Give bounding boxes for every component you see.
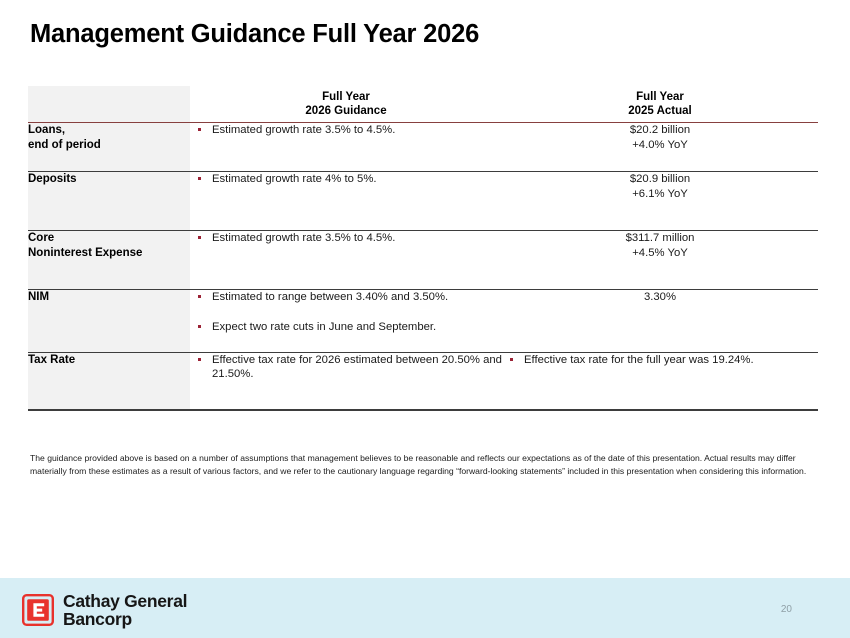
- row-label-line1: NIM: [28, 291, 50, 303]
- bullet-list: [190, 231, 502, 245]
- list-item: Estimated growth rate 3.5% to 4.5%.: [190, 123, 502, 137]
- row-actual-deposits: [502, 172, 818, 231]
- page-number: 20: [780, 604, 792, 615]
- guidance-table-container: [28, 86, 818, 411]
- actual-value-line2: +4.0% YoY: [632, 139, 688, 151]
- list-item: Expect two rate cuts in June and September.: [190, 320, 502, 334]
- row-label-line2: Noninterest Expense: [28, 246, 143, 259]
- actual-value-line1: $311.7 million: [625, 232, 695, 244]
- column-header-actual-line1: Full Year: [636, 91, 684, 103]
- table-header-row: [28, 86, 818, 123]
- table-header: [28, 86, 818, 123]
- row-label-line1: Deposits: [28, 173, 77, 185]
- table-row: [28, 290, 818, 353]
- table-row: [28, 231, 818, 290]
- company-logo-line2: Bancorp: [63, 609, 132, 629]
- column-header-actual: [502, 86, 818, 123]
- row-guidance-nim: [190, 290, 502, 353]
- column-header-guidance: [190, 86, 502, 123]
- row-label-tax-rate: [28, 353, 190, 411]
- company-logo-line1: Cathay General: [63, 591, 188, 611]
- actual-value-line2: +6.1% YoY: [632, 188, 688, 200]
- column-header-label: [28, 86, 190, 123]
- row-actual-loans: [502, 123, 818, 172]
- list-item: Effective tax rate for the full year was 19.24%.: [502, 353, 818, 367]
- table-row: [28, 353, 818, 411]
- list-item: Estimated growth rate 3.5% to 4.5%.: [190, 231, 502, 245]
- list-item: Estimated to range between 3.40% and 3.50%.: [190, 290, 502, 304]
- bullet-list: [190, 123, 502, 137]
- row-label-core-noninterest-expense: [28, 231, 190, 290]
- actual-value-line1: 3.30%: [643, 291, 677, 303]
- row-label-line1: Core: [28, 232, 55, 244]
- row-guidance-loans: [190, 123, 502, 172]
- row-actual-core-noninterest-expense: [502, 231, 818, 290]
- disclaimer-footnote: The guidance provided above is based on a number of assumptions that management believes to be reasonable and reflects our expectations as of the date of this presentation. Actual results may differ materially from these estimates as a result of various factors, and we refer to the cautionary language regarding “forward-looking statements” included in this presentation when considering this information.: [30, 453, 807, 476]
- column-header-actual-line2: 2025 Actual: [628, 105, 692, 117]
- row-label-line2: end of period: [28, 138, 101, 151]
- row-guidance-core-noninterest-expense: [190, 231, 502, 290]
- company-logo: [22, 592, 187, 628]
- actual-value-stack: [502, 172, 818, 202]
- table-row: [28, 172, 818, 231]
- actual-value-line1: $20.9 billion: [629, 173, 691, 185]
- actual-value-stack: [502, 231, 818, 261]
- row-label-line1: Tax Rate: [28, 354, 76, 366]
- bullet-list: [502, 353, 818, 367]
- column-header-guidance-line2: 2026 Guidance: [305, 105, 387, 117]
- table-row: [28, 123, 818, 172]
- table-body: [28, 123, 818, 411]
- row-label-loans: [28, 123, 190, 172]
- bullet-list: [190, 172, 502, 186]
- list-item: Estimated growth rate 4% to 5%.: [190, 172, 502, 186]
- row-label-nim: [28, 290, 190, 353]
- row-actual-tax-rate: [502, 353, 818, 411]
- bullet-list: [190, 353, 502, 381]
- row-label-deposits: [28, 172, 190, 231]
- actual-value-line2: +4.5% YoY: [632, 247, 688, 259]
- guidance-table: [28, 86, 818, 411]
- row-guidance-tax-rate: [190, 353, 502, 411]
- column-header-guidance-line1: Full Year: [322, 91, 370, 103]
- actual-value-stack: [502, 290, 818, 305]
- actual-value-line1: $20.2 billion: [629, 124, 691, 136]
- page-title: Management Guidance Full Year 2026: [30, 20, 480, 48]
- footer-band: [0, 578, 850, 638]
- actual-value-stack: [502, 123, 818, 153]
- row-actual-nim: [502, 290, 818, 353]
- cathay-c-mark-icon: [22, 594, 54, 626]
- company-logo-text: [63, 592, 187, 628]
- bullet-list: [190, 290, 502, 334]
- row-label-line1: Loans,: [28, 124, 66, 136]
- row-guidance-deposits: [190, 172, 502, 231]
- list-item: Effective tax rate for 2026 estimated between 20.50% and 21.50%.: [190, 353, 502, 381]
